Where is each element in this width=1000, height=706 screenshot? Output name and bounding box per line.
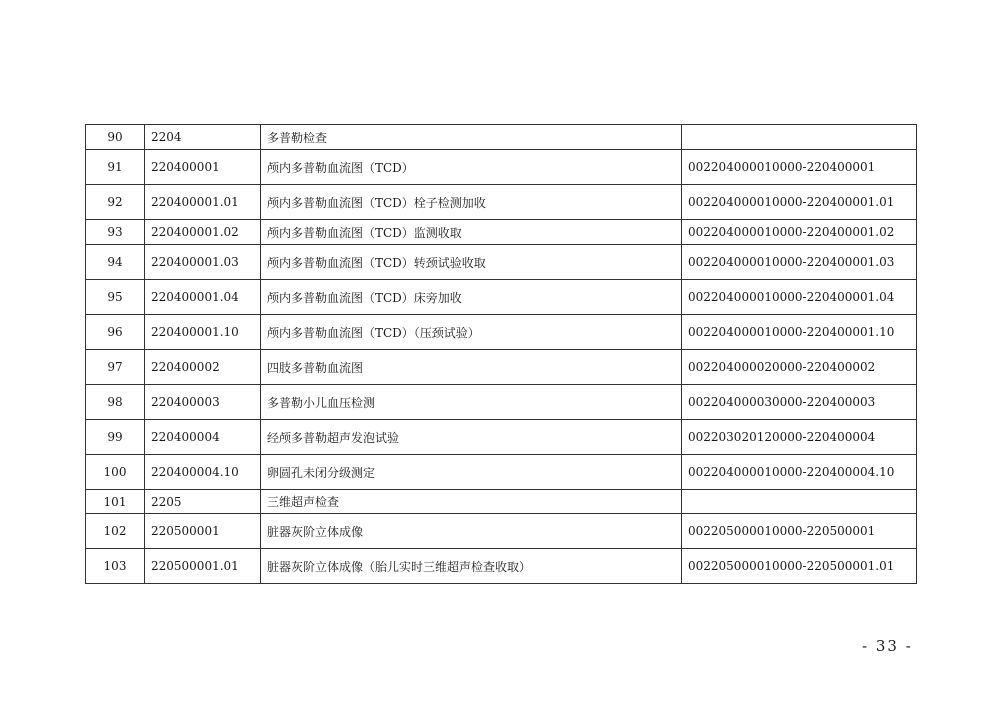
table-row	[86, 514, 917, 549]
mapping-code: 002204000010000-220400001.02	[682, 220, 917, 245]
mapping-code: 002204000020000-220400002	[682, 350, 917, 385]
row-number: 92	[86, 185, 145, 220]
row-number: 94	[86, 245, 145, 280]
row-number: 100	[86, 455, 145, 490]
item-name: 颅内多普勒血流图（TCD）监测收取	[261, 220, 682, 245]
table-row	[86, 490, 917, 514]
item-name: 颅内多普勒血流图（TCD）床旁加收	[261, 280, 682, 315]
row-number: 99	[86, 420, 145, 455]
row-number: 96	[86, 315, 145, 350]
row-number: 101	[86, 490, 145, 514]
row-number: 98	[86, 385, 145, 420]
item-name: 四肢多普勒血流图	[261, 350, 682, 385]
table-row	[86, 455, 917, 490]
item-name: 卵圆孔未闭分级测定	[261, 455, 682, 490]
item-code: 220400001.10	[145, 315, 261, 350]
item-code: 2205	[145, 490, 261, 514]
mapping-code: 002204000010000-220400001.01	[682, 185, 917, 220]
item-name: 颅内多普勒血流图（TCD）栓子检测加收	[261, 185, 682, 220]
item-code: 220400004	[145, 420, 261, 455]
item-code: 220400002	[145, 350, 261, 385]
item-name: 颅内多普勒血流图（TCD）	[261, 150, 682, 185]
item-name: 多普勒小儿血压检测	[261, 385, 682, 420]
row-number: 91	[86, 150, 145, 185]
item-name: 多普勒检查	[261, 125, 682, 150]
item-code: 220400001.04	[145, 280, 261, 315]
row-number: 93	[86, 220, 145, 245]
row-number: 97	[86, 350, 145, 385]
mapping-code: 002204000010000-220400004.10	[682, 455, 917, 490]
mapping-code: 002204000010000-220400001	[682, 150, 917, 185]
mapping-code: 002204000030000-220400003	[682, 385, 917, 420]
table-row	[86, 315, 917, 350]
item-name: 经颅多普勒超声发泡试验	[261, 420, 682, 455]
row-number: 95	[86, 280, 145, 315]
mapping-code: 002204000010000-220400001.04	[682, 280, 917, 315]
page-number: - 33 -	[862, 637, 913, 655]
code-table	[85, 124, 917, 584]
table-row	[86, 220, 917, 245]
item-code: 220400001.02	[145, 220, 261, 245]
item-code: 220400001.01	[145, 185, 261, 220]
table-row	[86, 385, 917, 420]
item-name: 三维超声检查	[261, 490, 682, 514]
item-code: 220500001	[145, 514, 261, 549]
table-row	[86, 280, 917, 315]
item-name: 脏器灰阶立体成像（胎儿实时三维超声检查收取）	[261, 549, 682, 584]
item-code: 220400004.10	[145, 455, 261, 490]
item-name: 脏器灰阶立体成像	[261, 514, 682, 549]
row-number: 102	[86, 514, 145, 549]
table-row	[86, 350, 917, 385]
table-row	[86, 185, 917, 220]
row-number: 90	[86, 125, 145, 150]
mapping-code	[682, 490, 917, 514]
row-number: 103	[86, 549, 145, 584]
item-code: 2204	[145, 125, 261, 150]
table-row	[86, 245, 917, 280]
item-name: 颅内多普勒血流图（TCD）转颈试验收取	[261, 245, 682, 280]
item-code: 220400001	[145, 150, 261, 185]
table-row	[86, 125, 917, 150]
item-code: 220500001.01	[145, 549, 261, 584]
item-code: 220400001.03	[145, 245, 261, 280]
mapping-code: 002204000010000-220400001.10	[682, 315, 917, 350]
item-code: 220400003	[145, 385, 261, 420]
table-row	[86, 549, 917, 584]
mapping-code: 002204000010000-220400001.03	[682, 245, 917, 280]
table-row	[86, 150, 917, 185]
mapping-code: 002203020120000-220400004	[682, 420, 917, 455]
mapping-code: 002205000010000-220500001.01	[682, 549, 917, 584]
table-row	[86, 420, 917, 455]
mapping-code	[682, 125, 917, 150]
mapping-code: 002205000010000-220500001	[682, 514, 917, 549]
item-name: 颅内多普勒血流图（TCD）（压颈试验）	[261, 315, 682, 350]
